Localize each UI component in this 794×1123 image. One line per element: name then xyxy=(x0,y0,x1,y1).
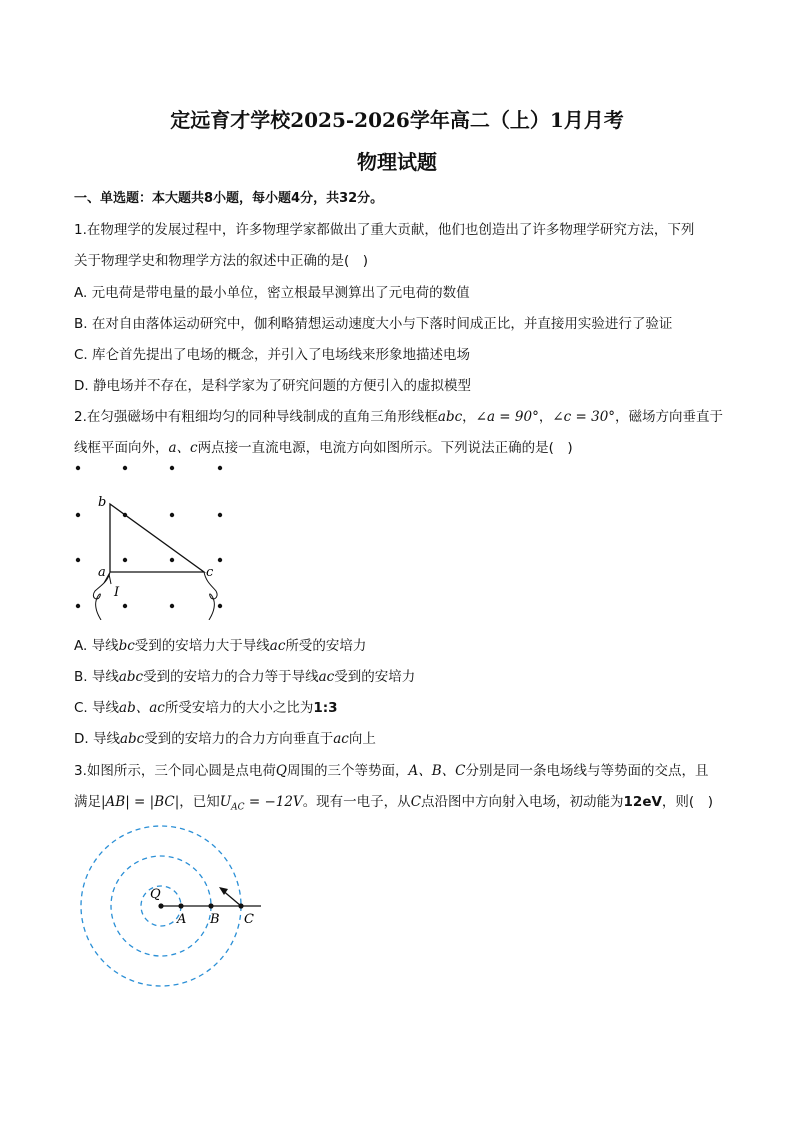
q2-opt-var: ac xyxy=(333,731,349,747)
q2-opt-text: 所受安培力的大小之比为 xyxy=(164,700,314,716)
q2-opt-var: abc xyxy=(119,731,145,747)
q2-opt-text: 受到的安培力的合力等于导线 xyxy=(143,669,319,685)
field-dot xyxy=(76,466,80,470)
q3-text: 周围的三个等势面， xyxy=(286,763,409,779)
magnetic-field-dots xyxy=(76,466,222,608)
point-a xyxy=(178,903,183,908)
q2-opt-text: 受到的安培力的合力方向垂直于 xyxy=(144,731,334,747)
vertex-label-c: c xyxy=(206,565,214,580)
q2-opt-var: ac xyxy=(269,638,286,654)
point-b xyxy=(208,903,213,908)
q2-opt-var: ac xyxy=(318,669,335,685)
q2-opt-text: C. 导线 xyxy=(74,700,120,716)
label-a: A xyxy=(177,912,187,927)
q2-opt-text: D. 导线 xyxy=(74,731,120,747)
label-c: C xyxy=(244,912,254,927)
field-dot xyxy=(123,558,127,562)
field-dot xyxy=(218,513,222,517)
q2-opt-text: A. 导线 xyxy=(74,638,119,654)
field-dot xyxy=(76,513,80,517)
q2-angle-a: ∠a = 90° xyxy=(475,409,539,425)
field-dot xyxy=(123,604,127,608)
label-q: Q xyxy=(150,887,161,902)
q2-text: ， xyxy=(462,409,476,425)
q3-figure-equipotential xyxy=(70,822,270,992)
section-heading: 一、单选题：本大题共8小题，每小题4分，共32分。 xyxy=(74,191,384,206)
q2-opt-text: 向上 xyxy=(348,731,376,747)
q2-stem-line2 xyxy=(74,436,573,456)
vertex-label-b: b xyxy=(98,495,107,510)
q2-option-b xyxy=(74,665,415,685)
q2-var-ac: a、c xyxy=(168,440,198,456)
current-label-i: I xyxy=(114,585,120,600)
q3-stem-line1 xyxy=(74,759,708,779)
q2-angle-c: ∠c = 30° xyxy=(552,409,616,425)
field-dot xyxy=(218,466,222,470)
q3-var-c: C xyxy=(410,794,422,810)
q1-stem-line2: 关于物理学史和物理学方法的叙述中正确的是( ) xyxy=(74,253,369,269)
field-dot xyxy=(123,466,127,470)
exam-subtitle: 物理试题 xyxy=(357,150,437,174)
q3-eq-ab-bc: |AB| = |BC| xyxy=(101,794,180,810)
q2-text: 2.在匀强磁场中有粗细均匀的同种导线制成的直角三角形线框 xyxy=(74,409,438,425)
q2-opt-var: abc xyxy=(118,669,144,685)
q1-option-a: A. 元电荷是带电量的最小单位，密立根最早测算出了元电荷的数值 xyxy=(74,285,470,301)
q1-option-b: B. 在对自由落体运动研究中，伽利略猜想运动速度大小与下落时间成正比，并直接用实验进行了验证 xyxy=(74,316,673,332)
field-dot xyxy=(170,466,174,470)
q3-text: 分别是同一条电场线与等势面的交点，且 xyxy=(465,763,709,779)
q2-text: 线框平面向外， xyxy=(74,440,169,456)
q2-opt-text: 所受的安培力 xyxy=(285,638,367,654)
q3-u-value: = −12V xyxy=(244,794,303,810)
q2-var-abc: abc xyxy=(437,409,463,425)
q2-opt-var: ab、ac xyxy=(119,700,165,716)
q2-opt-text: 受到的安培力 xyxy=(334,669,416,685)
label-b: B xyxy=(210,912,220,927)
q2-figure-triangle-loop xyxy=(60,458,240,620)
q3-text: ，已知 xyxy=(179,794,220,810)
q2-opt-var: bc xyxy=(118,638,135,654)
vertex-label-a: a xyxy=(98,565,106,580)
q3-sub-ac: AC xyxy=(231,802,245,813)
field-dot xyxy=(218,604,222,608)
q2-text: ，磁场方向垂直于 xyxy=(615,409,724,425)
q2-opt-text: 受到的安培力大于导线 xyxy=(134,638,270,654)
q1-option-c: C. 库仑首先提出了电场的概念，并引入了电场线来形象地描述电场 xyxy=(74,347,471,363)
q3-var-abc: A、B、C xyxy=(408,763,466,779)
q3-stem-line2 xyxy=(74,790,713,813)
q3-text: 点沿图中方向射入电场，初动能为 xyxy=(421,794,624,810)
q3-text: 3.如图所示，三个同心圆是点电荷 xyxy=(74,763,276,779)
q1-stem-line1: 1.在物理学的发展过程中，许多物理学家都做出了重大贡献，他们也创造出了许多物理学研究方法，下列 xyxy=(74,222,695,238)
q2-stem-line1 xyxy=(74,405,723,425)
field-dot xyxy=(218,558,222,562)
q3-var-q: Q xyxy=(275,763,287,779)
q1-option-d: D. 静电场并不存在，是科学家为了研究问题的方便引入的虚拟模型 xyxy=(74,378,471,394)
field-dot xyxy=(76,604,80,608)
field-dot xyxy=(170,513,174,517)
field-dot xyxy=(76,558,80,562)
charge-q-point xyxy=(158,903,163,908)
q3-energy: 12eV xyxy=(623,794,662,810)
q2-opt-text: B. 导线 xyxy=(74,669,119,685)
field-dot xyxy=(170,558,174,562)
q2-option-c xyxy=(74,696,338,716)
q3-text: 满足 xyxy=(74,794,101,810)
q2-option-d xyxy=(74,727,376,747)
q2-opt-ratio: 1:3 xyxy=(313,700,338,716)
q3-text: ，则( ) xyxy=(661,794,713,810)
q2-text: ， xyxy=(538,409,553,425)
q2-text: 两点接一直流电源，电流方向如图所示。下列说法正确的是( ) xyxy=(197,440,573,456)
field-dot xyxy=(170,604,174,608)
exam-title: 定远育才学校2025-2026学年高二（上）1月月考 xyxy=(170,108,624,132)
q2-option-a xyxy=(74,634,366,654)
q3-var-u: U xyxy=(219,794,232,810)
q3-text: 。现有一电子，从 xyxy=(302,794,411,810)
